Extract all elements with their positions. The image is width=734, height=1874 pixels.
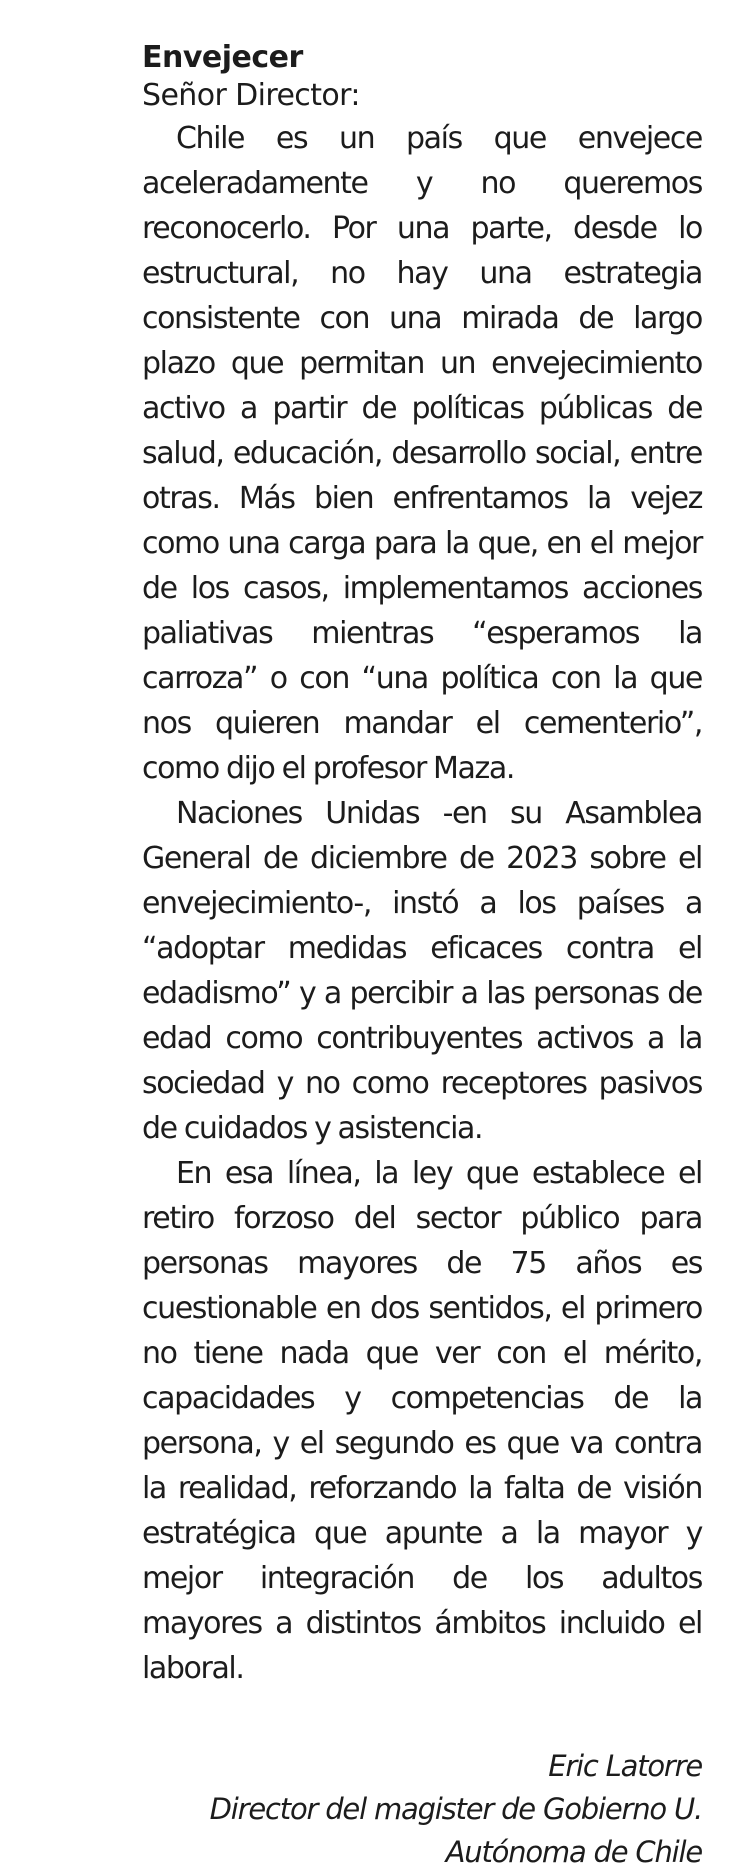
letter-to-editor bbox=[142, 40, 702, 1874]
paragraph-3: En esa línea, la ley que establece el retiro forzoso del sector público para personas mayores de 75 años es cuestionable en dos sentidos, el primero no tiene nada que ver con el mérito, capacidades y competencias de la persona, y el segundo es que va contra la realidad, reforzando la falta de visión estratégica que apunte a la mayor y mejor integración de los adultos mayores a distintos ámbitos incluido el laboral. bbox=[142, 1156, 702, 1686]
signature-block bbox=[142, 1745, 702, 1874]
paragraph-2: Naciones Unidas -en su Asamblea General de diciembre de 2023 sobre el envejecimiento-, instó a los países a “adoptar medidas eficaces contra el edadismo” y a percibir a las personas de edad como contribuyentes activos a la sociedad y no como receptores pasivos de cuidados y asistencia. bbox=[142, 796, 702, 1146]
author-institution: Autónoma de Chile bbox=[445, 1835, 702, 1869]
salutation: Señor Director: bbox=[142, 78, 360, 113]
author-name: Eric Latorre bbox=[548, 1749, 702, 1783]
author-role: Director del magister de Gobierno U. bbox=[209, 1792, 702, 1826]
paragraph-1: Chile es un país que envejece aceleradamente y no queremos reconocerlo. Por una parte, desde lo estructural, no hay una estrategia consistente con una mirada de largo plazo que permitan un envejecimiento activo a partir de políticas públicas de salud, educación, desarrollo social, entre otras. Más bien enfrentamos la vejez como una carga para la que, en el mejor de los casos, implementamos acciones paliativas mientras “esperamos la carroza” o con “una política con la que nos quieren mandar el cementerio”, como dijo el profesor Maza. bbox=[142, 121, 702, 786]
letter-title: Envejecer bbox=[142, 40, 303, 75]
